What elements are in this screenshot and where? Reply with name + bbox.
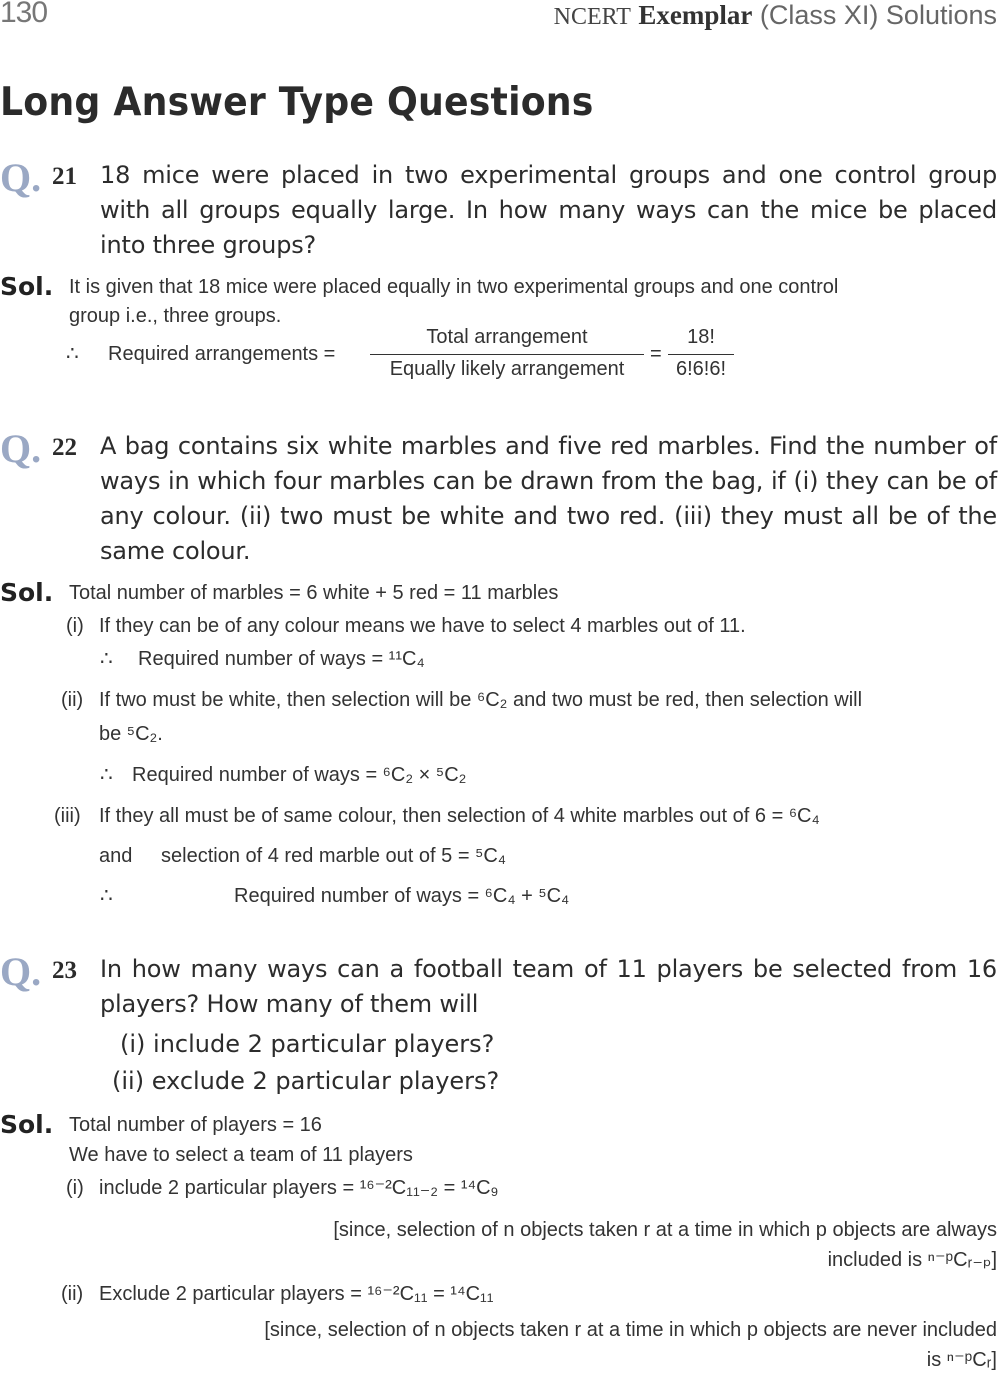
item-result: Required number of ways = ⁶C₄ + ⁵C₄ bbox=[234, 885, 570, 907]
book-title-bold: Exemplar bbox=[638, 0, 753, 30]
question-mark: Q. bbox=[0, 949, 42, 994]
item-label: (i) bbox=[66, 615, 84, 637]
note-line: is ⁿ⁻ᵖCᵣ] bbox=[926, 1349, 997, 1371]
fraction-arrangements bbox=[370, 326, 644, 381]
solution-label: Sol. bbox=[0, 578, 54, 607]
item-text: If two must be white, then selection will be ⁶C₂ and two must be red, then selection will bbox=[99, 689, 863, 711]
question-number: 23 bbox=[52, 957, 77, 984]
equals-sign: = bbox=[650, 343, 662, 365]
item-text: selection of 4 red marble out of 5 = ⁵C₄ bbox=[161, 845, 506, 867]
item-text: If they all must be of same colour, then selection of 4 white marbles out of 6 = ⁶C₄ bbox=[99, 805, 820, 827]
question-option: (i) include 2 particular players? bbox=[120, 1030, 495, 1058]
item-text: If they can be of any colour means we have to select 4 marbles out of 11. bbox=[99, 615, 746, 637]
page-number: 130 bbox=[0, 0, 48, 29]
therefore-symbol: ∴ bbox=[100, 885, 113, 907]
question-mark: Q. bbox=[0, 155, 42, 200]
book-title bbox=[554, 0, 997, 31]
section-title: Long Answer Type Questions bbox=[0, 80, 594, 125]
fraction-bar bbox=[668, 354, 734, 355]
item-text: include 2 particular players = ¹⁶⁻²C₁₁₋₂ = ¹⁴C₉ bbox=[99, 1177, 499, 1199]
solution-label: Sol. bbox=[0, 1110, 54, 1139]
item-label: (iii) bbox=[54, 805, 81, 827]
fraction-bar bbox=[370, 354, 644, 355]
required-label: Required arrangements = bbox=[108, 343, 336, 365]
question-text: 18 mice were placed in two experimental groups and one control group with all groups equally large. In how many ways can the mice be placed into three groups? bbox=[100, 161, 997, 259]
solution-line: group i.e., three groups. bbox=[69, 305, 282, 327]
solution-label: Sol. bbox=[0, 272, 54, 301]
book-title-prefix: NCERT bbox=[553, 4, 631, 30]
item-result: Required number of ways = ⁶C₂ × ⁵C₂ bbox=[132, 764, 467, 786]
item-result: Required number of ways = ¹¹C₄ bbox=[138, 648, 425, 670]
fraction-numerator: Total arrangement bbox=[426, 326, 588, 348]
solution-line: We have to select a team of 11 players bbox=[69, 1144, 413, 1166]
fraction-factorial bbox=[668, 326, 734, 381]
fraction-denominator: 6!6!6! bbox=[675, 358, 727, 380]
item-and: and bbox=[99, 845, 133, 867]
note-line: [since, selection of n objects taken r at a time in which p objects are never included bbox=[264, 1319, 997, 1341]
solution-line: Total number of players = 16 bbox=[69, 1114, 322, 1136]
question-number: 22 bbox=[52, 434, 77, 461]
therefore-symbol: ∴ bbox=[100, 764, 113, 786]
item-text: be ⁵C₂. bbox=[99, 723, 163, 745]
item-label: (ii) bbox=[61, 1283, 84, 1305]
therefore-symbol: ∴ bbox=[100, 648, 113, 670]
fraction-numerator: 18! bbox=[687, 326, 715, 348]
question-text: A bag contains six white marbles and five red marbles. Find the number of ways in which four marbles can be drawn from the bag, if (i) they can be of any colour. (ii) two must be white and two red. (iii) they must all be of the same colour. bbox=[100, 432, 997, 565]
therefore-symbol: ∴ bbox=[66, 343, 79, 365]
item-text: Exclude 2 particular players = ¹⁶⁻²C₁₁ = ¹⁴C₁₁ bbox=[99, 1283, 494, 1305]
item-label: (ii) bbox=[61, 689, 84, 711]
fraction-denominator: Equally likely arrangement bbox=[389, 358, 625, 380]
note-line: [since, selection of n objects taken r at a time in which p objects are always bbox=[333, 1219, 997, 1241]
book-title-suffix: (Class XI) Solutions bbox=[759, 0, 997, 30]
item-label: (i) bbox=[66, 1177, 84, 1199]
question-text: In how many ways can a football team of 11 players be selected from 16 players? How many of them will bbox=[100, 955, 997, 1018]
question-mark: Q. bbox=[0, 426, 42, 471]
solution-line: Total number of marbles = 6 white + 5 red = 11 marbles bbox=[69, 582, 559, 604]
note-line: included is ⁿ⁻ᵖCᵣ₋ₚ] bbox=[827, 1249, 997, 1271]
question-option: (ii) exclude 2 particular players? bbox=[112, 1067, 500, 1095]
question-number: 21 bbox=[52, 163, 77, 190]
solution-line: It is given that 18 mice were placed equally in two experimental groups and one control bbox=[69, 276, 839, 298]
